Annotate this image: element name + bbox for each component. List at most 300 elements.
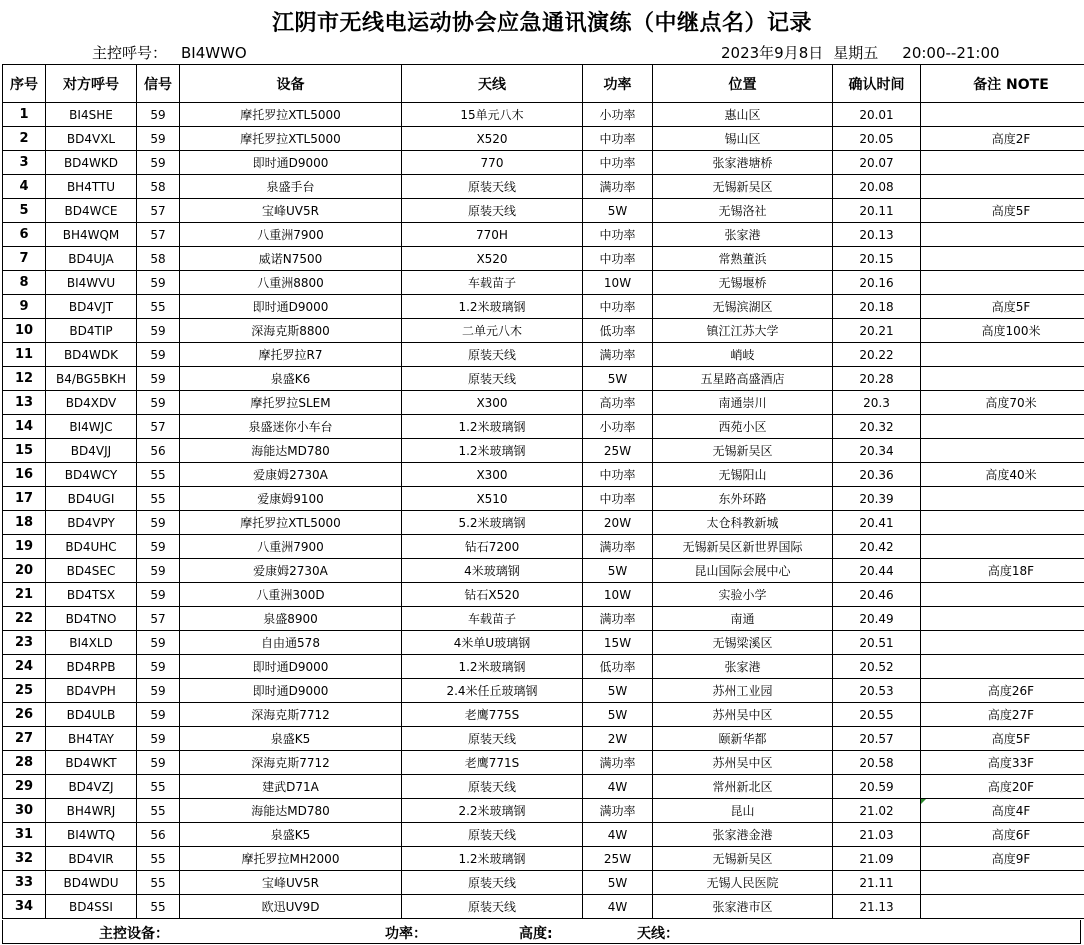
cell-callsign[interactable]: BD4VIR bbox=[46, 847, 137, 871]
cell-antenna[interactable]: 原装天线 bbox=[402, 871, 583, 895]
cell-no[interactable]: 28 bbox=[3, 751, 46, 775]
cell-antenna[interactable]: 1.2米玻璃钢 bbox=[402, 847, 583, 871]
cell-equipment[interactable]: 爱康姆9100 bbox=[180, 487, 402, 511]
cell-power[interactable]: 低功率 bbox=[583, 655, 653, 679]
cell-no[interactable]: 22 bbox=[3, 607, 46, 631]
cell-equipment[interactable]: 泉盛手台 bbox=[180, 175, 402, 199]
footer-antenna-label[interactable]: 天线： bbox=[637, 926, 679, 942]
cell-equipment[interactable]: 泉盛迷你小车台 bbox=[180, 415, 402, 439]
cell-power[interactable]: 25W bbox=[583, 439, 653, 463]
cell-signal[interactable]: 55 bbox=[137, 463, 180, 487]
cell-antenna[interactable]: 原装天线 bbox=[402, 175, 583, 199]
cell-callsign[interactable]: BI4SHE bbox=[46, 103, 137, 127]
cell-equipment[interactable]: 爱康姆2730A bbox=[180, 559, 402, 583]
cell-signal[interactable]: 58 bbox=[137, 247, 180, 271]
cell-no[interactable]: 10 bbox=[3, 319, 46, 343]
cell-no[interactable]: 7 bbox=[3, 247, 46, 271]
cell-signal[interactable]: 59 bbox=[137, 655, 180, 679]
cell-location[interactable]: 五星路高盛酒店 bbox=[653, 367, 833, 391]
cell-antenna[interactable]: 2.4米任丘玻璃钢 bbox=[402, 679, 583, 703]
cell-location[interactable]: 苏州工业园 bbox=[653, 679, 833, 703]
cell-no[interactable]: 32 bbox=[3, 847, 46, 871]
cell-signal[interactable]: 59 bbox=[137, 511, 180, 535]
cell-no[interactable]: 11 bbox=[3, 343, 46, 367]
cell-equipment[interactable]: 即时通D9000 bbox=[180, 295, 402, 319]
cell-power[interactable]: 5W bbox=[583, 367, 653, 391]
col-header-no[interactable]: 序号 bbox=[3, 65, 46, 103]
cell-no[interactable]: 6 bbox=[3, 223, 46, 247]
cell-antenna[interactable]: 钻石X520 bbox=[402, 583, 583, 607]
cell-callsign[interactable]: BD4VJJ bbox=[46, 439, 137, 463]
cell-antenna[interactable]: 15单元八木 bbox=[402, 103, 583, 127]
cell-signal[interactable]: 55 bbox=[137, 895, 180, 919]
cell-location[interactable]: 颐新华都 bbox=[653, 727, 833, 751]
cell-signal[interactable]: 59 bbox=[137, 391, 180, 415]
cell-location[interactable]: 张家港 bbox=[653, 223, 833, 247]
cell-callsign[interactable]: BI4WJC bbox=[46, 415, 137, 439]
cell-callsign[interactable]: BD4UGI bbox=[46, 487, 137, 511]
cell-antenna[interactable]: 1.2米玻璃钢 bbox=[402, 295, 583, 319]
cell-callsign[interactable]: BD4WKD bbox=[46, 151, 137, 175]
cell-note[interactable] bbox=[921, 367, 1084, 391]
cell-antenna[interactable]: 车载苗子 bbox=[402, 271, 583, 295]
cell-antenna[interactable]: 老鹰775S bbox=[402, 703, 583, 727]
cell-no[interactable]: 13 bbox=[3, 391, 46, 415]
cell-signal[interactable]: 59 bbox=[137, 367, 180, 391]
cell-note[interactable] bbox=[921, 223, 1084, 247]
cell-note[interactable]: 高度5F bbox=[921, 727, 1084, 751]
cell-signal[interactable]: 59 bbox=[137, 559, 180, 583]
cell-location[interactable]: 无锡阳山 bbox=[653, 463, 833, 487]
cell-power[interactable]: 20W bbox=[583, 511, 653, 535]
cell-callsign[interactable]: BD4VPH bbox=[46, 679, 137, 703]
cell-location[interactable]: 西苑小区 bbox=[653, 415, 833, 439]
cell-note[interactable] bbox=[921, 535, 1084, 559]
cell-equipment[interactable]: 泉盛K5 bbox=[180, 727, 402, 751]
cell-location[interactable]: 张家港 bbox=[653, 655, 833, 679]
cell-power[interactable]: 4W bbox=[583, 823, 653, 847]
cell-note[interactable]: 高度6F bbox=[921, 823, 1084, 847]
cell-callsign[interactable]: BD4VPY bbox=[46, 511, 137, 535]
cell-equipment[interactable]: 八重洲300D bbox=[180, 583, 402, 607]
col-header-location[interactable]: 位置 bbox=[653, 65, 833, 103]
cell-signal[interactable]: 59 bbox=[137, 631, 180, 655]
cell-no[interactable]: 2 bbox=[3, 127, 46, 151]
cell-location[interactable]: 无锡人民医院 bbox=[653, 871, 833, 895]
cell-power[interactable]: 中功率 bbox=[583, 487, 653, 511]
cell-power[interactable]: 15W bbox=[583, 631, 653, 655]
cell-note[interactable] bbox=[921, 607, 1084, 631]
cell-antenna[interactable]: 二单元八木 bbox=[402, 319, 583, 343]
cell-note[interactable]: 高度18F bbox=[921, 559, 1084, 583]
cell-equipment[interactable]: 摩托罗拉XTL5000 bbox=[180, 103, 402, 127]
cell-time[interactable]: 20.16 bbox=[833, 271, 921, 295]
cell-antenna[interactable]: 老鹰771S bbox=[402, 751, 583, 775]
cell-note[interactable]: 高度5F bbox=[921, 295, 1084, 319]
cell-callsign[interactable]: BD4RPB bbox=[46, 655, 137, 679]
cell-note[interactable]: 高度2F bbox=[921, 127, 1084, 151]
cell-location[interactable]: 峭岐 bbox=[653, 343, 833, 367]
footer-height-label[interactable]: 高度: bbox=[519, 926, 553, 942]
cell-time[interactable]: 20.13 bbox=[833, 223, 921, 247]
cell-equipment[interactable]: 摩托罗拉R7 bbox=[180, 343, 402, 367]
cell-time[interactable]: 20.36 bbox=[833, 463, 921, 487]
cell-time[interactable]: 20.41 bbox=[833, 511, 921, 535]
cell-location[interactable]: 太仓科教新城 bbox=[653, 511, 833, 535]
cell-signal[interactable]: 55 bbox=[137, 871, 180, 895]
cell-power[interactable]: 小功率 bbox=[583, 415, 653, 439]
cell-location[interactable]: 无锡洛社 bbox=[653, 199, 833, 223]
cell-equipment[interactable]: 爱康姆2730A bbox=[180, 463, 402, 487]
cell-note[interactable] bbox=[921, 247, 1084, 271]
cell-callsign[interactable]: BD4VJT bbox=[46, 295, 137, 319]
cell-note[interactable]: 高度5F bbox=[921, 199, 1084, 223]
cell-no[interactable]: 30 bbox=[3, 799, 46, 823]
cell-callsign[interactable]: BI4WTQ bbox=[46, 823, 137, 847]
cell-note[interactable]: 高度33F bbox=[921, 751, 1084, 775]
cell-no[interactable]: 16 bbox=[3, 463, 46, 487]
cell-signal[interactable]: 59 bbox=[137, 583, 180, 607]
cell-equipment[interactable]: 欧迅UV9D bbox=[180, 895, 402, 919]
cell-power[interactable]: 25W bbox=[583, 847, 653, 871]
cell-power[interactable]: 满功率 bbox=[583, 175, 653, 199]
cell-location[interactable]: 无锡滨湖区 bbox=[653, 295, 833, 319]
cell-note[interactable] bbox=[921, 487, 1084, 511]
cell-note[interactable]: 高度20F bbox=[921, 775, 1084, 799]
cell-no[interactable]: 31 bbox=[3, 823, 46, 847]
cell-antenna[interactable]: 原装天线 bbox=[402, 775, 583, 799]
cell-note[interactable] bbox=[921, 175, 1084, 199]
cell-no[interactable]: 5 bbox=[3, 199, 46, 223]
cell-antenna[interactable]: 5.2米玻璃钢 bbox=[402, 511, 583, 535]
cell-no[interactable]: 21 bbox=[3, 583, 46, 607]
cell-antenna[interactable]: X520 bbox=[402, 247, 583, 271]
cell-callsign[interactable]: BH4WRJ bbox=[46, 799, 137, 823]
cell-antenna[interactable]: 原装天线 bbox=[402, 199, 583, 223]
col-header-callsign[interactable]: 对方呼号 bbox=[46, 65, 137, 103]
cell-note[interactable] bbox=[921, 511, 1084, 535]
cell-equipment[interactable]: 宝峰UV5R bbox=[180, 871, 402, 895]
cell-equipment[interactable]: 自由通578 bbox=[180, 631, 402, 655]
footer-power-label[interactable]: 功率： bbox=[385, 926, 427, 942]
cell-antenna[interactable]: 4米玻璃钢 bbox=[402, 559, 583, 583]
cell-antenna[interactable]: 1.2米玻璃钢 bbox=[402, 655, 583, 679]
cell-power[interactable]: 4W bbox=[583, 895, 653, 919]
cell-callsign[interactable]: BD4WCY bbox=[46, 463, 137, 487]
cell-location[interactable]: 常州新北区 bbox=[653, 775, 833, 799]
footer-equipment-label[interactable]: 主控设备： bbox=[99, 926, 169, 942]
cell-callsign[interactable]: BI4XLD bbox=[46, 631, 137, 655]
cell-antenna[interactable]: X520 bbox=[402, 127, 583, 151]
cell-note[interactable]: 高度26F bbox=[921, 679, 1084, 703]
cell-power[interactable]: 中功率 bbox=[583, 463, 653, 487]
cell-callsign[interactable]: BD4TNO bbox=[46, 607, 137, 631]
cell-callsign[interactable]: BI4WVU bbox=[46, 271, 137, 295]
cell-time[interactable]: 20.3 bbox=[833, 391, 921, 415]
cell-equipment[interactable]: 深海克斯7712 bbox=[180, 751, 402, 775]
cell-location[interactable]: 镇江江苏大学 bbox=[653, 319, 833, 343]
cell-power[interactable]: 满功率 bbox=[583, 607, 653, 631]
cell-power[interactable]: 中功率 bbox=[583, 223, 653, 247]
cell-callsign[interactable]: BD4SSI bbox=[46, 895, 137, 919]
col-header-power[interactable]: 功率 bbox=[583, 65, 653, 103]
cell-signal[interactable]: 56 bbox=[137, 823, 180, 847]
cell-location[interactable]: 无锡梁溪区 bbox=[653, 631, 833, 655]
cell-time[interactable]: 21.11 bbox=[833, 871, 921, 895]
cell-antenna[interactable]: 钻石7200 bbox=[402, 535, 583, 559]
cell-power[interactable]: 高功率 bbox=[583, 391, 653, 415]
cell-no[interactable]: 24 bbox=[3, 655, 46, 679]
cell-location[interactable]: 无锡新吴区 bbox=[653, 175, 833, 199]
cell-callsign[interactable]: BH4TAY bbox=[46, 727, 137, 751]
cell-time[interactable]: 20.59 bbox=[833, 775, 921, 799]
cell-power[interactable]: 10W bbox=[583, 583, 653, 607]
cell-time[interactable]: 20.34 bbox=[833, 439, 921, 463]
cell-callsign[interactable]: BD4VXL bbox=[46, 127, 137, 151]
cell-power[interactable]: 中功率 bbox=[583, 295, 653, 319]
cell-signal[interactable]: 55 bbox=[137, 799, 180, 823]
cell-antenna[interactable]: 原装天线 bbox=[402, 823, 583, 847]
cell-no[interactable]: 14 bbox=[3, 415, 46, 439]
cell-note[interactable]: 高度40米 bbox=[921, 463, 1084, 487]
cell-no[interactable]: 27 bbox=[3, 727, 46, 751]
cell-time[interactable]: 20.44 bbox=[833, 559, 921, 583]
cell-equipment[interactable]: 深海克斯7712 bbox=[180, 703, 402, 727]
cell-note[interactable]: 高度27F bbox=[921, 703, 1084, 727]
cell-equipment[interactable]: 摩托罗拉SLEM bbox=[180, 391, 402, 415]
cell-antenna[interactable]: X300 bbox=[402, 463, 583, 487]
cell-time[interactable]: 21.02 bbox=[833, 799, 921, 823]
cell-antenna[interactable]: 原装天线 bbox=[402, 343, 583, 367]
cell-time[interactable]: 20.11 bbox=[833, 199, 921, 223]
cell-callsign[interactable]: BD4WDK bbox=[46, 343, 137, 367]
cell-antenna[interactable]: 车载苗子 bbox=[402, 607, 583, 631]
cell-equipment[interactable]: 威诺N7500 bbox=[180, 247, 402, 271]
cell-equipment[interactable]: 摩托罗拉XTL5000 bbox=[180, 127, 402, 151]
cell-equipment[interactable]: 海能达MD780 bbox=[180, 799, 402, 823]
cell-signal[interactable]: 57 bbox=[137, 223, 180, 247]
cell-signal[interactable]: 59 bbox=[137, 703, 180, 727]
cell-callsign[interactable]: BD4ULB bbox=[46, 703, 137, 727]
cell-time[interactable]: 20.55 bbox=[833, 703, 921, 727]
cell-location[interactable]: 张家港市区 bbox=[653, 895, 833, 919]
cell-no[interactable]: 33 bbox=[3, 871, 46, 895]
cell-callsign[interactable]: BD4VZJ bbox=[46, 775, 137, 799]
cell-power[interactable]: 10W bbox=[583, 271, 653, 295]
cell-time[interactable]: 21.03 bbox=[833, 823, 921, 847]
cell-callsign[interactable]: BD4WKT bbox=[46, 751, 137, 775]
cell-location[interactable]: 无锡新吴区新世界国际 bbox=[653, 535, 833, 559]
cell-no[interactable]: 29 bbox=[3, 775, 46, 799]
cell-note[interactable] bbox=[921, 439, 1084, 463]
col-header-equipment[interactable]: 设备 bbox=[180, 65, 402, 103]
cell-signal[interactable]: 58 bbox=[137, 175, 180, 199]
cell-power[interactable]: 5W bbox=[583, 703, 653, 727]
cell-time[interactable]: 20.22 bbox=[833, 343, 921, 367]
cell-equipment[interactable]: 即时通D9000 bbox=[180, 151, 402, 175]
cell-no[interactable]: 20 bbox=[3, 559, 46, 583]
cell-signal[interactable]: 59 bbox=[137, 727, 180, 751]
cell-power[interactable]: 2W bbox=[583, 727, 653, 751]
cell-no[interactable]: 19 bbox=[3, 535, 46, 559]
cell-callsign[interactable]: BD4XDV bbox=[46, 391, 137, 415]
cell-time[interactable]: 21.13 bbox=[833, 895, 921, 919]
cell-antenna[interactable]: 4米单U玻璃钢 bbox=[402, 631, 583, 655]
cell-note[interactable]: 高度100米 bbox=[921, 319, 1084, 343]
cell-note[interactable] bbox=[921, 151, 1084, 175]
cell-location[interactable]: 常熟董浜 bbox=[653, 247, 833, 271]
cell-power[interactable]: 满功率 bbox=[583, 343, 653, 367]
cell-note[interactable] bbox=[921, 271, 1084, 295]
cell-note[interactable] bbox=[921, 583, 1084, 607]
cell-callsign[interactable]: BD4SEC bbox=[46, 559, 137, 583]
cell-no[interactable]: 3 bbox=[3, 151, 46, 175]
cell-power[interactable]: 中功率 bbox=[583, 151, 653, 175]
cell-callsign[interactable]: BD4TIP bbox=[46, 319, 137, 343]
cell-signal[interactable]: 57 bbox=[137, 415, 180, 439]
cell-no[interactable]: 8 bbox=[3, 271, 46, 295]
cell-location[interactable]: 张家港金港 bbox=[653, 823, 833, 847]
cell-power[interactable]: 5W bbox=[583, 559, 653, 583]
cell-time[interactable]: 20.57 bbox=[833, 727, 921, 751]
cell-signal[interactable]: 59 bbox=[137, 103, 180, 127]
cell-note[interactable] bbox=[921, 655, 1084, 679]
cell-time[interactable]: 20.39 bbox=[833, 487, 921, 511]
col-header-signal[interactable]: 信号 bbox=[137, 65, 180, 103]
cell-power[interactable]: 满功率 bbox=[583, 799, 653, 823]
cell-equipment[interactable]: 泉盛8900 bbox=[180, 607, 402, 631]
cell-signal[interactable]: 59 bbox=[137, 679, 180, 703]
cell-note[interactable] bbox=[921, 343, 1084, 367]
cell-power[interactable]: 4W bbox=[583, 775, 653, 799]
cell-antenna[interactable]: 770 bbox=[402, 151, 583, 175]
cell-equipment[interactable]: 海能达MD780 bbox=[180, 439, 402, 463]
cell-no[interactable]: 34 bbox=[3, 895, 46, 919]
cell-callsign[interactable]: BH4WQM bbox=[46, 223, 137, 247]
cell-location[interactable]: 实验小学 bbox=[653, 583, 833, 607]
cell-time[interactable]: 20.05 bbox=[833, 127, 921, 151]
cell-power[interactable]: 满功率 bbox=[583, 535, 653, 559]
cell-equipment[interactable]: 深海克斯8800 bbox=[180, 319, 402, 343]
cell-location[interactable]: 苏州吴中区 bbox=[653, 751, 833, 775]
cell-signal[interactable]: 56 bbox=[137, 439, 180, 463]
cell-location[interactable]: 张家港塘桥 bbox=[653, 151, 833, 175]
cell-callsign[interactable]: BD4TSX bbox=[46, 583, 137, 607]
cell-signal[interactable]: 55 bbox=[137, 775, 180, 799]
cell-time[interactable]: 20.42 bbox=[833, 535, 921, 559]
cell-signal[interactable]: 57 bbox=[137, 607, 180, 631]
cell-equipment[interactable]: 八重洲7900 bbox=[180, 223, 402, 247]
cell-power[interactable]: 5W bbox=[583, 679, 653, 703]
cell-location[interactable]: 南通崇川 bbox=[653, 391, 833, 415]
cell-time[interactable]: 20.52 bbox=[833, 655, 921, 679]
cell-time[interactable]: 20.49 bbox=[833, 607, 921, 631]
cell-note[interactable] bbox=[921, 871, 1084, 895]
cell-power[interactable]: 中功率 bbox=[583, 127, 653, 151]
cell-signal[interactable]: 59 bbox=[137, 343, 180, 367]
cell-signal[interactable]: 59 bbox=[137, 751, 180, 775]
cell-note[interactable]: 高度9F bbox=[921, 847, 1084, 871]
cell-callsign[interactable]: BD4UJA bbox=[46, 247, 137, 271]
cell-power[interactable]: 5W bbox=[583, 199, 653, 223]
cell-antenna[interactable]: 原装天线 bbox=[402, 895, 583, 919]
cell-time[interactable]: 20.51 bbox=[833, 631, 921, 655]
cell-location[interactable]: 昆山 bbox=[653, 799, 833, 823]
cell-callsign[interactable]: BD4WDU bbox=[46, 871, 137, 895]
cell-equipment[interactable]: 泉盛K6 bbox=[180, 367, 402, 391]
cell-time[interactable]: 20.01 bbox=[833, 103, 921, 127]
col-header-note[interactable]: 备注 NOTE bbox=[921, 65, 1084, 103]
cell-note[interactable] bbox=[921, 631, 1084, 655]
cell-equipment[interactable]: 八重洲8800 bbox=[180, 271, 402, 295]
cell-equipment[interactable]: 摩托罗拉MH2000 bbox=[180, 847, 402, 871]
col-header-time[interactable]: 确认时间 bbox=[833, 65, 921, 103]
cell-equipment[interactable]: 泉盛K5 bbox=[180, 823, 402, 847]
cell-antenna[interactable]: 1.2米玻璃钢 bbox=[402, 415, 583, 439]
col-header-antenna[interactable]: 天线 bbox=[402, 65, 583, 103]
cell-callsign[interactable]: BD4UHC bbox=[46, 535, 137, 559]
cell-location[interactable]: 无锡新吴区 bbox=[653, 847, 833, 871]
cell-time[interactable]: 20.46 bbox=[833, 583, 921, 607]
cell-time[interactable]: 20.07 bbox=[833, 151, 921, 175]
cell-time[interactable]: 20.32 bbox=[833, 415, 921, 439]
cell-location[interactable]: 锡山区 bbox=[653, 127, 833, 151]
cell-time[interactable]: 20.53 bbox=[833, 679, 921, 703]
cell-power[interactable]: 满功率 bbox=[583, 751, 653, 775]
cell-signal[interactable]: 59 bbox=[137, 151, 180, 175]
cell-time[interactable]: 20.18 bbox=[833, 295, 921, 319]
cell-signal[interactable]: 59 bbox=[137, 319, 180, 343]
cell-time[interactable]: 20.58 bbox=[833, 751, 921, 775]
cell-signal[interactable]: 55 bbox=[137, 847, 180, 871]
cell-no[interactable]: 25 bbox=[3, 679, 46, 703]
cell-signal[interactable]: 55 bbox=[137, 487, 180, 511]
cell-power[interactable]: 中功率 bbox=[583, 247, 653, 271]
cell-signal[interactable]: 59 bbox=[137, 127, 180, 151]
cell-power[interactable]: 低功率 bbox=[583, 319, 653, 343]
cell-time[interactable]: 20.08 bbox=[833, 175, 921, 199]
cell-antenna[interactable]: 原装天线 bbox=[402, 367, 583, 391]
cell-note[interactable] bbox=[921, 415, 1084, 439]
cell-no[interactable]: 12 bbox=[3, 367, 46, 391]
cell-antenna[interactable]: 原装天线 bbox=[402, 727, 583, 751]
cell-no[interactable]: 26 bbox=[3, 703, 46, 727]
cell-equipment[interactable]: 八重洲7900 bbox=[180, 535, 402, 559]
cell-signal[interactable]: 57 bbox=[137, 199, 180, 223]
cell-power[interactable]: 5W bbox=[583, 871, 653, 895]
cell-no[interactable]: 9 bbox=[3, 295, 46, 319]
cell-no[interactable]: 4 bbox=[3, 175, 46, 199]
cell-equipment[interactable]: 即时通D9000 bbox=[180, 655, 402, 679]
cell-equipment[interactable]: 摩托罗拉XTL5000 bbox=[180, 511, 402, 535]
cell-signal[interactable]: 55 bbox=[137, 295, 180, 319]
cell-note[interactable] bbox=[921, 895, 1084, 919]
cell-location[interactable]: 东外环路 bbox=[653, 487, 833, 511]
cell-no[interactable]: 18 bbox=[3, 511, 46, 535]
cell-callsign[interactable]: B4/BG5BKH bbox=[46, 367, 137, 391]
cell-signal[interactable]: 59 bbox=[137, 535, 180, 559]
cell-note[interactable] bbox=[921, 103, 1084, 127]
cell-signal[interactable]: 59 bbox=[137, 271, 180, 295]
cell-no[interactable]: 17 bbox=[3, 487, 46, 511]
cell-antenna[interactable]: X300 bbox=[402, 391, 583, 415]
cell-note[interactable]: 高度70米 bbox=[921, 391, 1084, 415]
cell-time[interactable]: 20.28 bbox=[833, 367, 921, 391]
cell-location[interactable]: 苏州吴中区 bbox=[653, 703, 833, 727]
cell-time[interactable]: 21.09 bbox=[833, 847, 921, 871]
cell-equipment[interactable]: 即时通D9000 bbox=[180, 679, 402, 703]
cell-time[interactable]: 20.15 bbox=[833, 247, 921, 271]
